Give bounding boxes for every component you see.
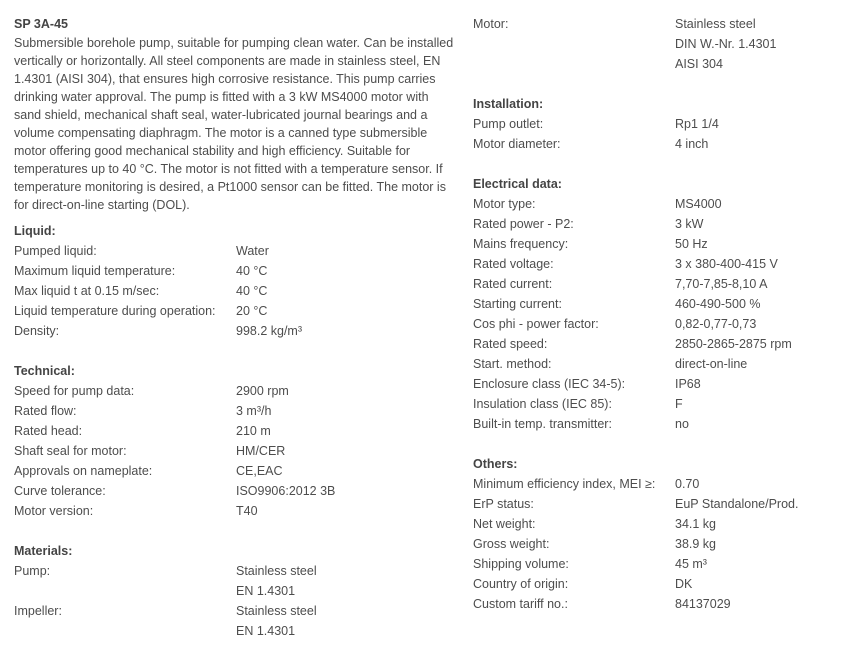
spec-value-line: DIN W.-Nr. 1.4301 <box>675 37 777 51</box>
spec-row <box>473 374 853 394</box>
installation-section-title: Installation: <box>473 97 544 111</box>
spec-row <box>473 254 853 274</box>
spec-value: 84137029 <box>675 597 731 611</box>
spec-value: 2900 rpm <box>236 384 289 398</box>
spec-label: Pump: <box>14 564 51 578</box>
spec-value: F <box>675 397 683 411</box>
spec-row <box>473 534 853 554</box>
spec-row <box>473 494 853 514</box>
spec-label: Liquid temperature during operation: <box>14 304 216 318</box>
product-description: Submersible borehole pump, suitable for pumping clean water. Can be installed vertically or horizontally. All steel components are made in stainless steel, EN 1.4301 (AISI 304), that ensures high corrosive resistance. This pump carries drinking water approval. The pump is fitted with a 3 kW MS4000 motor with sand shield, mechanical shaft seal, water-lubricated journal bearings and a volume compensating diaphragm. The motor is a canned type submersible motor offering good mechanical stability and high efficiency. Suitable for temperatures up to 40 °C. The motor is not fitted with a temperature sensor. If temperature monitoring is desired, a Pt1000 sensor can be fitted. The motor is for direct-on-line starting (DOL). <box>14 36 454 212</box>
spec-value: 0.70 <box>675 477 700 491</box>
spec-value: 38.9 kg <box>675 537 717 551</box>
spec-row <box>14 321 454 341</box>
spec-row <box>14 301 454 321</box>
left-column <box>14 14 454 641</box>
spec-value: EuP Standalone/Prod. <box>675 497 799 511</box>
spec-value: 0,82-0,77-0,73 <box>675 317 757 331</box>
spec-value-line: Stainless steel <box>236 564 317 578</box>
spec-label: Rated current: <box>473 277 553 291</box>
spec-row <box>473 414 853 434</box>
others-section-title: Others: <box>473 457 518 471</box>
spec-label: Motor type: <box>473 197 536 211</box>
spec-value: 7,70-7,85-8,10 A <box>675 277 768 291</box>
installation-table <box>473 114 853 154</box>
spec-value: 3 kW <box>675 217 704 231</box>
spec-label: Rated power - P2: <box>473 217 574 231</box>
spec-row <box>473 194 853 214</box>
spec-value: Water <box>236 244 269 258</box>
spec-row <box>473 554 853 574</box>
spec-value: CE,EAC <box>236 464 283 478</box>
spec-label: Impeller: <box>14 604 62 618</box>
liquid-section-title: Liquid: <box>14 224 56 238</box>
spec-value: direct-on-line <box>675 357 748 371</box>
spec-label: Speed for pump data: <box>14 384 135 398</box>
spec-label: ErP status: <box>473 497 534 511</box>
spec-label: Max liquid t at 0.15 m/sec: <box>14 284 160 298</box>
technical-table <box>14 381 454 521</box>
spec-row <box>473 574 853 594</box>
spec-row <box>473 334 853 354</box>
spec-label: Pumped liquid: <box>14 244 97 258</box>
spec-row <box>14 601 454 641</box>
spec-value: IP68 <box>675 377 701 391</box>
spec-label: Start. method: <box>473 357 552 371</box>
spec-row <box>14 561 454 601</box>
spec-label: Pump outlet: <box>473 117 544 131</box>
spec-value: 2850-2865-2875 rpm <box>675 337 792 351</box>
spec-label: Motor diameter: <box>473 137 561 151</box>
spec-label: Maximum liquid temperature: <box>14 264 176 278</box>
spec-value: 3 x 380-400-415 V <box>675 257 778 271</box>
others-table <box>473 474 853 614</box>
spec-label: Motor: <box>473 17 509 31</box>
spec-value: ISO9906:2012 3B <box>236 484 336 498</box>
spec-label: Built-in temp. transmitter: <box>473 417 612 431</box>
spec-row <box>14 241 454 261</box>
technical-section-title: Technical: <box>14 364 75 378</box>
spec-row <box>14 261 454 281</box>
liquid-table <box>14 241 454 341</box>
spec-label: Enclosure class (IEC 34-5): <box>473 377 626 391</box>
spec-label: Insulation class (IEC 85): <box>473 397 612 411</box>
spec-row <box>473 594 853 614</box>
spec-value: Rp1 1/4 <box>675 117 719 131</box>
spec-label: Approvals on nameplate: <box>14 464 153 478</box>
spec-value: DK <box>675 577 693 591</box>
spec-value: 3 m³/h <box>236 404 272 418</box>
spec-value: HM/CER <box>236 444 286 458</box>
spec-label: Rated head: <box>14 424 83 438</box>
spec-label: Motor version: <box>14 504 94 518</box>
spec-value <box>236 561 454 601</box>
spec-value-line: AISI 304 <box>675 57 723 71</box>
spec-label: Rated voltage: <box>473 257 554 271</box>
spec-label: Custom tariff no.: <box>473 597 568 611</box>
spec-value: 4 inch <box>675 137 709 151</box>
spec-row <box>14 441 454 461</box>
spec-value-line: EN 1.4301 <box>236 624 296 638</box>
spec-value: 40 °C <box>236 264 268 278</box>
spec-value <box>236 601 454 641</box>
electrical-section-title: Electrical data: <box>473 177 562 191</box>
spec-label: Cos phi - power factor: <box>473 317 599 331</box>
spec-value: 998.2 kg/m³ <box>236 324 303 338</box>
spec-label: Density: <box>14 324 60 338</box>
spec-label: Country of origin: <box>473 577 569 591</box>
spec-value: no <box>675 417 689 431</box>
spec-row <box>473 294 853 314</box>
spec-label: Rated flow: <box>14 404 77 418</box>
spec-row <box>473 134 853 154</box>
electrical-table <box>473 194 853 434</box>
spec-label: Starting current: <box>473 297 562 311</box>
product-title: SP 3A-45 <box>14 17 68 31</box>
spec-row <box>473 354 853 374</box>
spec-row <box>473 114 853 134</box>
spec-row <box>473 214 853 234</box>
spec-value: 45 m³ <box>675 557 707 571</box>
spec-row <box>14 481 454 501</box>
spec-value: 34.1 kg <box>675 517 717 531</box>
spec-row <box>473 274 853 294</box>
right-column <box>473 14 853 614</box>
spec-row <box>473 394 853 414</box>
spec-label: Shaft seal for motor: <box>14 444 127 458</box>
spec-label: Curve tolerance: <box>14 484 106 498</box>
spec-value: MS4000 <box>675 197 722 211</box>
spec-row <box>473 514 853 534</box>
spec-label: Mains frequency: <box>473 237 569 251</box>
spec-value: 40 °C <box>236 284 268 298</box>
spec-label: Net weight: <box>473 517 536 531</box>
spec-value: 210 m <box>236 424 271 438</box>
spec-label: Minimum efficiency index, MEI ≥: <box>473 477 656 491</box>
spec-row <box>14 501 454 521</box>
spec-value: T40 <box>236 504 258 518</box>
spec-value-line: Stainless steel <box>675 17 756 31</box>
spec-value <box>675 14 853 74</box>
spec-label: Shipping volume: <box>473 557 569 571</box>
spec-row <box>473 14 853 74</box>
spec-row <box>14 461 454 481</box>
spec-row <box>14 381 454 401</box>
spec-row <box>473 234 853 254</box>
spec-row <box>473 474 853 494</box>
spec-value: 20 °C <box>236 304 268 318</box>
spec-value: 50 Hz <box>675 237 708 251</box>
spec-row <box>14 401 454 421</box>
spec-row <box>473 314 853 334</box>
spec-row <box>14 281 454 301</box>
materials-section-title: Materials: <box>14 544 73 558</box>
spec-value-line: Stainless steel <box>236 604 317 618</box>
spec-label: Gross weight: <box>473 537 550 551</box>
spec-label: Rated speed: <box>473 337 548 351</box>
materials-table <box>14 561 454 641</box>
spec-row <box>14 421 454 441</box>
spec-value: 460-490-500 % <box>675 297 761 311</box>
spec-value-line: EN 1.4301 <box>236 584 296 598</box>
